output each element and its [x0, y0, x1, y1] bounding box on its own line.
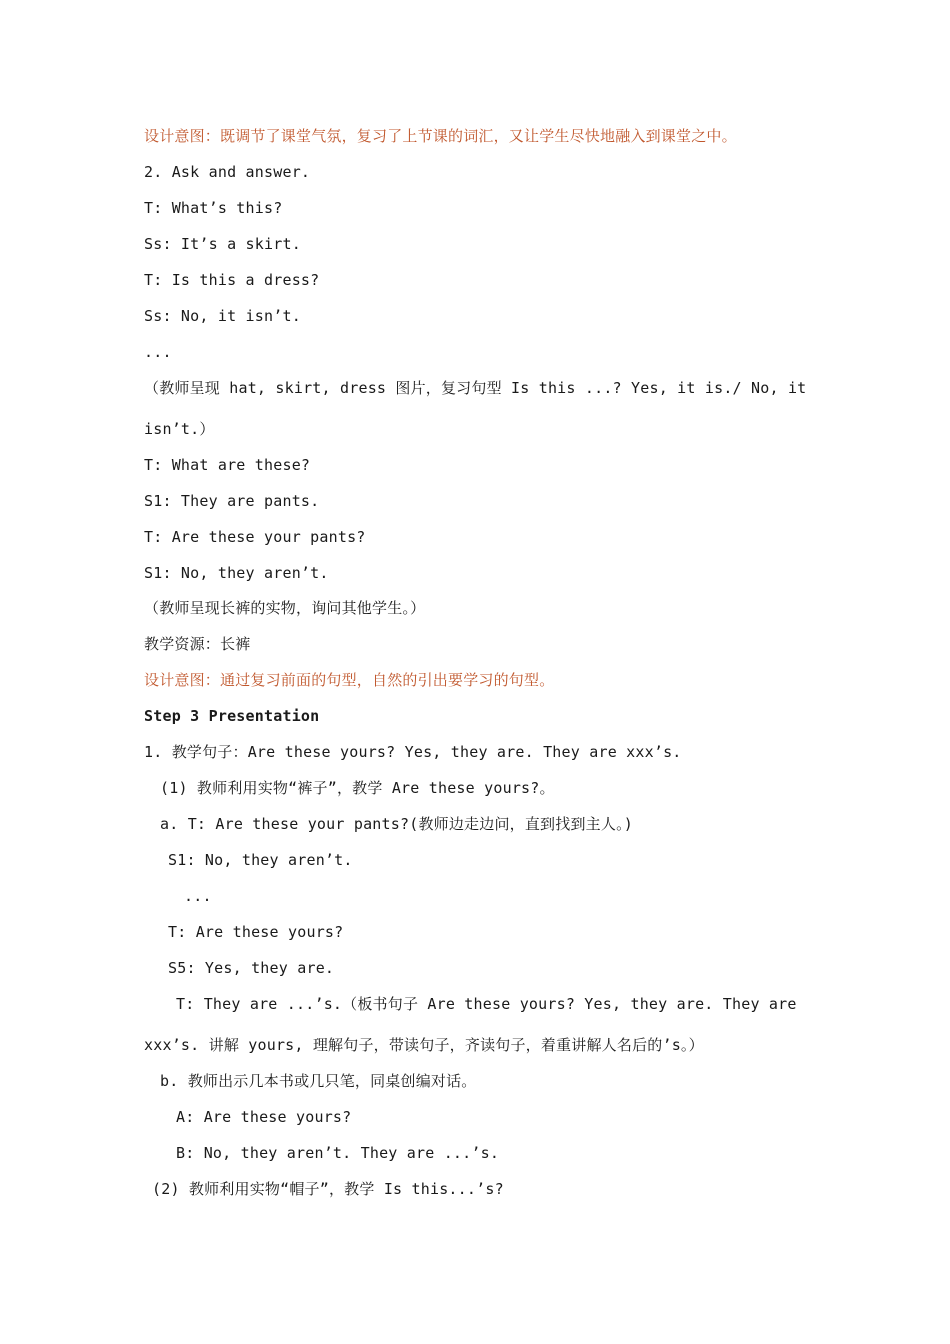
dialogue-line: T: Is this a dress? [144, 271, 320, 289]
sub-step-1: (1) 教师利用实物“裤子”，教学 Are these yours?。 [160, 779, 555, 797]
sub-step-b: b. 教师出示几本书或几只笔，同桌创编对话。 [160, 1072, 477, 1090]
dialogue-line: T: Are these yours? [168, 923, 344, 941]
dialogue-line: Ss: No, it isn’t. [144, 307, 301, 325]
step-ask-and-answer: 2. Ask and answer. [144, 163, 311, 181]
dialogue-line: T: What’s this? [144, 199, 283, 217]
board-note-line-2: xxx’s. 讲解 yours, 理解句子，带读句子，齐读句子，着重讲解人名后的’s。） [144, 1036, 704, 1054]
sub-step-2: (2) 教师利用实物“帽子”，教学 Is this...’s? [152, 1180, 504, 1198]
teaching-sentence: 1. 教学句子：Are these yours? Yes, they are. They are xxx’s. [144, 743, 682, 761]
teacher-note-line-1: （教师呈现 hat, skirt, dress 图片，复习句型 Is this ...? Yes, it is./ No, it [144, 379, 807, 397]
dialogue-line: Ss: It’s a skirt. [144, 235, 301, 253]
dialogue-line: T: What are these? [144, 456, 311, 474]
section-heading: Step 3 Presentation [144, 707, 320, 725]
dialogue-line: A: Are these yours? [176, 1108, 352, 1126]
dialogue-line: S1: No, they aren’t. [144, 564, 329, 582]
ellipsis: ... [144, 343, 172, 361]
dialogue-line: S1: They are pants. [144, 492, 320, 510]
teacher-note: （教师呈现长裤的实物，询问其他学生。） [144, 599, 426, 617]
dialogue-line: B: No, they aren’t. They are ...’s. [176, 1144, 500, 1162]
sub-step-a: a. T: Are these your pants?(教师边走边问，直到找到主人。) [160, 815, 633, 833]
ellipsis: ... [184, 887, 212, 905]
board-note-line-1: T: They are ...’s.（板书句子 Are these yours? Yes, they are. They are [176, 995, 797, 1013]
dialogue-line: S5: Yes, they are. [168, 959, 335, 977]
dialogue-line: T: Are these your pants? [144, 528, 366, 546]
design-intent-1: 设计意图：既调节了课堂气氛，复习了上节课的词汇，又让学生尽快地融入到课堂之中。 [144, 127, 737, 145]
teacher-note-line-2: isn’t.） [144, 420, 215, 438]
design-intent-2: 设计意图：通过复习前面的句型，自然的引出要学习的句型。 [144, 671, 555, 689]
dialogue-line: S1: No, they aren’t. [168, 851, 353, 869]
teaching-resource: 教学资源：长裤 [144, 635, 251, 653]
